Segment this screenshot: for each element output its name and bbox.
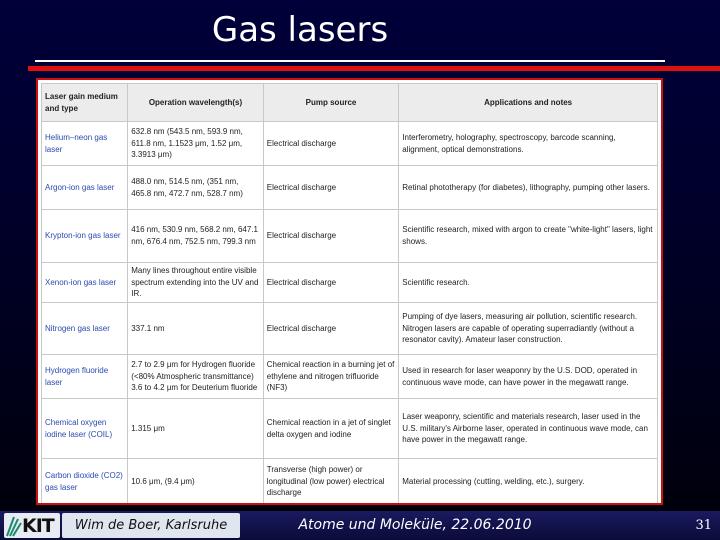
cell-pump: Electrical discharge	[263, 166, 399, 210]
header-wavelength: Operation wavelength(s)	[128, 84, 264, 122]
table-row	[42, 399, 658, 459]
cell-wavelength: 1.315 μm	[128, 399, 264, 459]
cell-applications: Material processing (cutting, welding, etc.), surgery.	[399, 459, 658, 505]
cell-applications: Used in research for laser weaponry by the U.S. DOD, operated in continuous wave mode, can have power in the megawatt range.	[399, 355, 658, 399]
header-pump: Pump source	[263, 84, 399, 122]
cell-applications: Pumping of dye lasers, measuring air pollution, scientific research. Nitrogen lasers are capable of operating superradiantly (without a resonator cavity). Amateur laser construction.	[399, 303, 658, 355]
laser-table-frame	[36, 78, 663, 505]
cell-pump: Transverse (high power) or longitudinal (low power) electrical discharge	[263, 459, 399, 505]
cell-wavelength: 337.1 nm	[128, 303, 264, 355]
title-rule-red	[28, 66, 720, 71]
cell-medium[interactable]: Carbon dioxide (CO2) gas laser	[42, 459, 128, 505]
cell-wavelength: 10.6 μm, (9.4 μm)	[128, 459, 264, 505]
cell-applications: Scientific research.	[399, 263, 658, 303]
footer-author: Wim de Boer, Karlsruhe	[62, 513, 240, 538]
gas-laser-table	[41, 83, 658, 505]
cell-applications: Interferometry, holography, spectroscopy, barcode scanning, alignment, optical demonstrations.	[399, 122, 658, 166]
cell-pump: Chemical reaction in a jet of singlet delta oxygen and iodine	[263, 399, 399, 459]
cell-wavelength: 632.8 nm (543.5 nm, 593.9 nm, 611.8 nm, 1.1523 μm, 1.52 μm, 3.3913 μm)	[128, 122, 264, 166]
cell-wavelength: Many lines throughout entire visible spectrum extending into the UV and IR.	[128, 263, 264, 303]
kit-logo-text: KIT	[22, 515, 54, 537]
table-row	[42, 355, 658, 399]
table-row	[42, 210, 658, 263]
table-header-row	[42, 84, 658, 122]
slide-title: Gas lasers	[211, 10, 389, 50]
cell-medium[interactable]: Hydrogen fluoride laser	[42, 355, 128, 399]
cell-medium[interactable]: Nitrogen gas laser	[42, 303, 128, 355]
table-row	[42, 122, 658, 166]
cell-wavelength: 416 nm, 530.9 nm, 568.2 nm, 647.1 nm, 676.4 nm, 752.5 nm, 799.3 nm	[128, 210, 264, 263]
title-rule-white	[35, 60, 665, 62]
kit-swoosh-icon	[5, 513, 23, 538]
header-medium: Laser gain medium and type	[42, 84, 128, 122]
table-row	[42, 459, 658, 505]
cell-wavelength: 488.0 nm, 514.5 nm, (351 nm, 465.8 nm, 472.7 nm, 528.7 nm)	[128, 166, 264, 210]
table-row	[42, 303, 658, 355]
cell-applications: Laser weaponry, scientific and materials research, laser used in the U.S. military's Airborne laser, operated in continuous wave mode, can have power in the megawatt range.	[399, 399, 658, 459]
page-number: 31	[695, 518, 712, 533]
cell-wavelength: 2.7 to 2.9 μm for Hydrogen fluoride (<80% Atmospheric transmittance) 3.6 to 4.2 μm for Deuterium fluoride	[128, 355, 264, 399]
cell-medium[interactable]: Argon-ion gas laser	[42, 166, 128, 210]
cell-medium[interactable]: Chemical oxygen iodine laser (COIL)	[42, 399, 128, 459]
cell-medium[interactable]: Krypton-ion gas laser	[42, 210, 128, 263]
table-row	[42, 263, 658, 303]
footer-course-date: Atome und Moleküle, 22.06.2010	[298, 517, 532, 533]
cell-pump: Electrical discharge	[263, 210, 399, 263]
cell-medium[interactable]: Helium–neon gas laser	[42, 122, 128, 166]
cell-medium[interactable]: Xenon-ion gas laser	[42, 263, 128, 303]
cell-applications: Retinal phototherapy (for diabetes), lithography, pumping other lasers.	[399, 166, 658, 210]
cell-pump: Electrical discharge	[263, 122, 399, 166]
cell-applications: Scientific research, mixed with argon to create "white-light" lasers, light shows.	[399, 210, 658, 263]
cell-pump: Chemical reaction in a burning jet of ethylene and nitrogen trifluoride (NF3)	[263, 355, 399, 399]
cell-pump: Electrical discharge	[263, 263, 399, 303]
table-row	[42, 166, 658, 210]
header-applications: Applications and notes	[399, 84, 658, 122]
kit-logo	[4, 513, 60, 538]
cell-pump: Electrical discharge	[263, 303, 399, 355]
